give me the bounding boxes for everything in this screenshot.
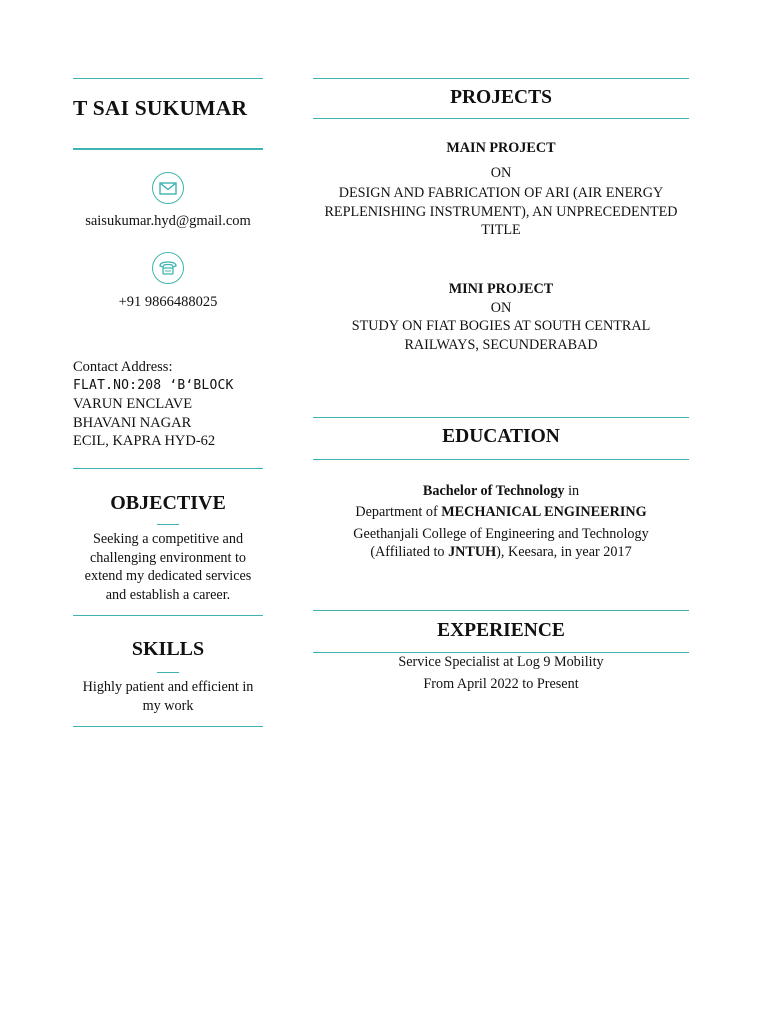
main-project-description: DESIGN AND FABRICATION OF ARI (AIR ENERGY REPLENISHING INSTRUMENT), AN UNPRECEDENTED TITLE [324,185,678,238]
telephone-icon [152,252,184,284]
experience-top-divider [313,610,689,611]
phone-number[interactable]: +91 9866488025 [118,294,218,310]
envelope-icon [152,172,184,204]
affiliation-line [313,543,689,562]
education-bottom-divider [313,459,689,460]
address-line: FLAT.NO:208 ‘B‘BLOCK [73,377,234,393]
mini-project-on: ON [490,300,512,316]
skills-top-divider [73,615,263,616]
skills-heading: SKILLS [131,638,205,660]
skills-dash [157,672,179,673]
mini-project-title: MINI PROJECT [448,281,554,297]
affiliation-suffix: ), Keesara, in year 2017 [496,544,632,560]
degree-in: in [564,483,580,499]
projects-bottom-divider [313,118,689,119]
skills-bottom-divider [73,726,263,727]
objective-text: Seeking a competitive and challenging environment to extend my dedicated services and establish a career. [84,531,252,603]
education-top-divider [313,417,689,418]
experience-role: Service Specialist at Log 9 Mobility [398,654,604,670]
objective-dash [157,524,179,525]
mini-project-description: STUDY ON FIAT BOGIES AT SOUTH CENTRAL RAILWAYS, SECUNDERABAD [351,318,651,353]
department-line [313,503,689,522]
name-underline [73,148,263,150]
email-address[interactable]: saisukumar.hyd@gmail.com [85,213,251,229]
main-project-title: MAIN PROJECT [446,140,556,156]
address-line: BHAVANI NAGAR [73,414,192,431]
education-heading: EDUCATION [442,426,560,447]
college-name: Geethanjali College of Engineering and Technology [353,526,649,542]
experience-period: From April 2022 to Present [423,676,579,692]
department: MECHANICAL ENGINEERING [441,504,647,520]
main-project-on: ON [490,165,512,181]
top-left-divider [73,78,263,79]
address-label: Contact Address: [73,359,173,375]
department-prefix: Department of [355,504,442,520]
candidate-name: T SAI SUKUMAR [73,96,248,120]
degree: Bachelor of Technology [422,483,565,499]
skills-text: Highly patient and efficient in my work [82,679,254,714]
university: JNTUH [448,544,497,560]
address-line: ECIL, KAPRA HYD-62 [73,433,216,449]
experience-heading: EXPERIENCE [437,620,565,641]
affiliation-prefix: (Affiliated to [370,544,449,560]
address-line: VARUN ENCLAVE [73,396,193,412]
projects-top-divider [313,78,689,79]
projects-heading: PROJECTS [450,87,552,108]
degree-line [313,482,689,501]
contact-address [73,358,234,451]
objective-top-divider [73,468,263,469]
objective-heading: OBJECTIVE [110,492,226,514]
